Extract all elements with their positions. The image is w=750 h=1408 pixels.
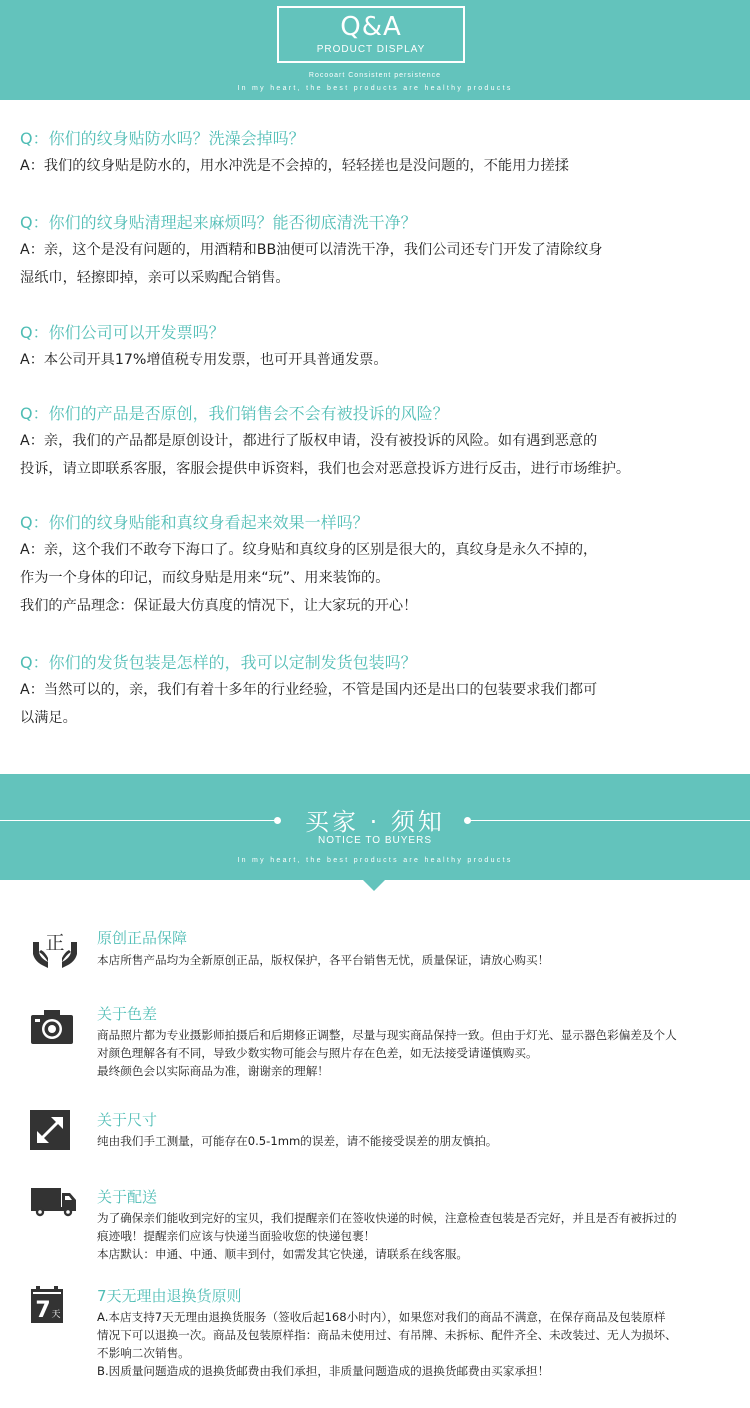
faq-question: Q：你们的产品是否原创，我们销售会不会有被投诉的风险？ (20, 404, 449, 423)
day-char: 天 (51, 1310, 61, 1320)
qa-header-banner (0, 0, 750, 100)
notice-text-line: 本店所售产品均为全新原创正品，版权保护，各平台销售无忧，质量保证，请放心购买！ (97, 953, 550, 967)
faq-item (20, 403, 735, 483)
qa-tagline: In my heart, the best products are healthy products (237, 85, 513, 92)
notice-text-line: 不影响二次销售。 (97, 1346, 190, 1360)
notice-item-return (30, 1286, 730, 1386)
qa-title-box (277, 6, 465, 63)
notice-text-line: 纯由我们手工测量，可能存在0.5-1mm的误差，请不能接受误差的朋友慎拍。 (97, 1134, 498, 1148)
notice-text-line: 最终颜色会以实际商品为准，谢谢亲的理解！ (97, 1064, 329, 1078)
notice-title: 关于尺寸 (97, 1111, 158, 1129)
notice-item-size (30, 1110, 730, 1160)
faq-answer-line: A：亲，我们的产品都是原创设计，都进行了版权申请，没有被投诉的风险。如有遇到恶意的 (20, 433, 598, 449)
notice-title: 关于配送 (97, 1188, 158, 1206)
qa-title: Q&A (340, 12, 402, 42)
faq-answer-line: A：本公司开具17%增值税专用发票，也可开具普通发票。 (20, 352, 388, 368)
faq-question: Q：你们的纹身贴防水吗？洗澡会掉吗？ (20, 129, 305, 148)
faq-item (20, 322, 735, 374)
faq-item (20, 652, 735, 732)
qa-subtitle: PRODUCT DISPLAY (316, 44, 426, 55)
notice-text-line: 为了确保亲们能收到完好的宝贝，我们提醒亲们在签收快递的时候，注意检查包装是否完好，并且是否有被拆过的 (97, 1211, 677, 1225)
notice-text-line: 商品照片都为专业摄影师拍摄后和后期修正调整，尽量与现实商品保持一致。但由于灯光、显示器色彩偏差及个人 (97, 1028, 677, 1042)
notice-text-line: 情况下可以退换一次。商品及包装原样指：商品未使用过、有吊牌、未拆标、配件齐全、未改装过、无人为损坏、 (97, 1328, 677, 1342)
faq-question: Q：你们公司可以开发票吗？ (20, 323, 225, 342)
notice-text-line: 本店默认：申通、中通、顺丰到付，如需发其它快递，请联系在线客服。 (97, 1247, 469, 1261)
notice-item-color (30, 1004, 730, 1084)
notice-text-line: B.因质量问题造成的退换货邮费由我们承担，非质量问题造成的退换货邮费由买家承担！ (97, 1364, 550, 1378)
faq-answer-line: 投诉，请立即联系客服，客服会提供申诉资料，我们也会对恶意投诉方进行反击，进行市场维护。 (20, 461, 631, 477)
faq-answer-line: A：亲，这个是没有问题的，用酒精和BB油便可以清洗干净，我们公司还专门开发了清除纹身 (20, 242, 603, 258)
faq-answer-line: A：当然可以的，亲，我们有着十多年的行业经验，不管是国内还是出口的包装要求我们都可 (20, 682, 598, 698)
notice-item-genuine (30, 928, 730, 978)
genuine-char: 正 (45, 932, 65, 954)
faq-question: Q：你们的发货包装是怎样的，我可以定制发货包装吗？ (20, 653, 417, 672)
faq-answer-line: 湿纸巾，轻擦即掉，亲可以采购配合销售。 (20, 270, 290, 286)
notice-text-line: A.本店支持7天无理由退换货服务（签收后起168小时内），如果您对我们的商品不满意，在保存商品及包装原样 (97, 1310, 666, 1324)
faq-answer-line: A：我们的纹身贴是防水的，用水冲洗是不会掉的，轻轻搓也是没问题的，不能用力搓揉 (20, 158, 569, 174)
faq-answer-line: 作为一个身体的印记，而纹身贴是用来“玩”、用来装饰的。 (20, 570, 390, 586)
faq-answer-line: 我们的产品理念：保证最大仿真度的情况下，让大家玩的开心！ (20, 598, 418, 614)
notice-text-line: 痕迹哦！提醒亲们应该与快递当面验收您的快递包裹！ (97, 1229, 376, 1243)
notice-title: 买家 · 须知 (305, 808, 445, 836)
notice-title: 关于色差 (97, 1005, 158, 1023)
notice-tagline: In my heart, the best products are healthy products (237, 857, 513, 864)
delivery-truck-icon (30, 1187, 80, 1237)
faq-question: Q：你们的纹身贴清理起来麻烦吗？能否彻底清洗干净？ (20, 213, 417, 232)
notice-title: 原创正品保障 (97, 929, 188, 947)
seven-day-calendar-icon (30, 1286, 80, 1336)
faq-answer-line: 以满足。 (20, 710, 77, 726)
resize-arrow-icon (30, 1110, 80, 1160)
seven-digit: 7 (35, 1298, 51, 1323)
camera-icon (30, 1008, 80, 1058)
faq-question: Q：你们的纹身贴能和真纹身看起来效果一样吗？ (20, 513, 369, 532)
notice-subtitle: NOTICE TO BUYERS (318, 835, 432, 846)
faq-answer-line: A：亲，这个我们不敢夸下海口了。纹身贴和真纹身的区别是很大的，真纹身是永久不掉的， (20, 542, 598, 558)
qa-brand-line: Rocooart Consistent persistence (308, 72, 442, 79)
notice-pointer-arrow (363, 880, 385, 891)
faq-item (20, 212, 735, 292)
faq-item (20, 512, 735, 620)
faq-item (20, 128, 735, 180)
notice-title: 7天无理由退换货原则 (97, 1287, 242, 1305)
notice-item-delivery (30, 1187, 730, 1267)
notice-header-banner (0, 774, 750, 880)
genuine-hands-icon (30, 928, 80, 978)
notice-text-line: 对颜色理解各有不同，导致少数实物可能会与照片存在色差，如无法接受请谨慎购买。 (97, 1046, 538, 1060)
